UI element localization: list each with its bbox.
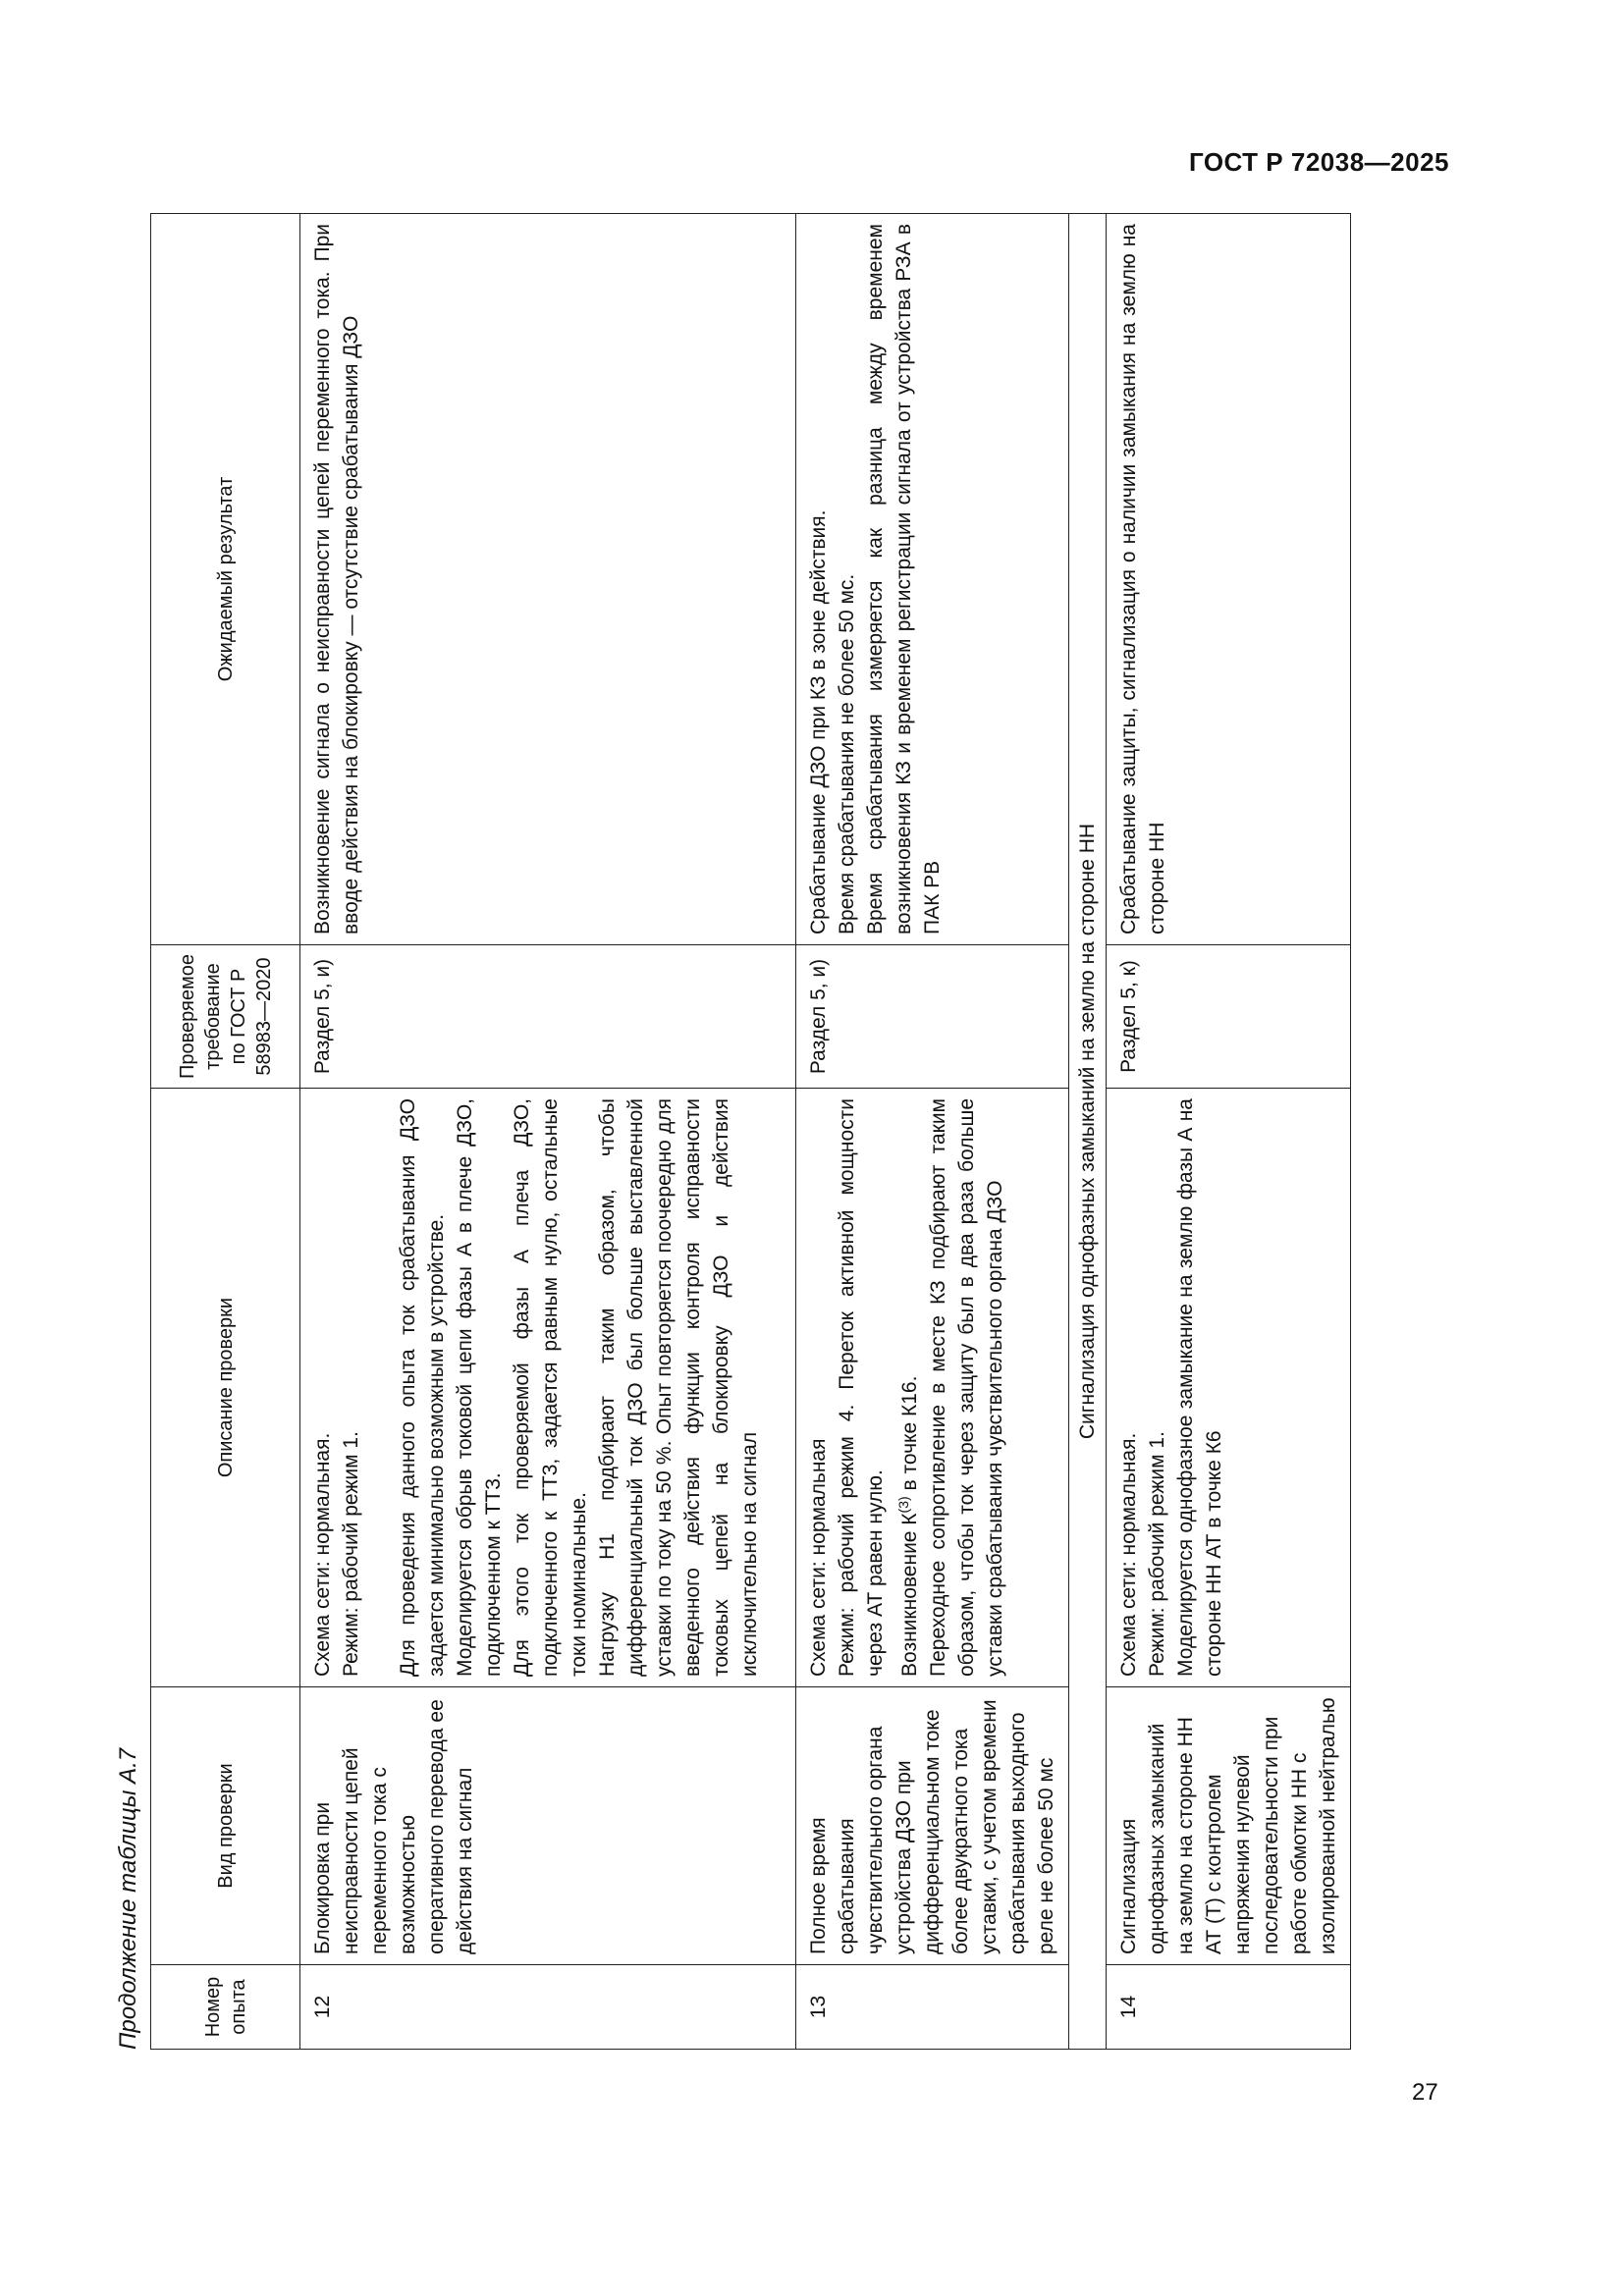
row-kind xyxy=(1107,1687,1351,1965)
desc-line: Режим: рабочий режим 4. Переток активной мощности через АТ равен нулю. xyxy=(836,1098,887,1677)
desc-line: Схема сети: нормальная. xyxy=(1117,1432,1140,1677)
row-number: 12 xyxy=(300,1965,796,2050)
row-kind xyxy=(796,1687,1069,1965)
col-header-description: Описание проверки xyxy=(151,1089,300,1687)
row-number: 13 xyxy=(796,1965,1069,2050)
page-number: 27 xyxy=(1412,2079,1438,2106)
desc-line: Схема сети: нормальная xyxy=(807,1438,830,1677)
table-row xyxy=(300,214,796,2050)
table-section-row xyxy=(1069,214,1107,2050)
row-kind-text: Сигнализация однофазных замыканий на землю на стороне НН АТ (Т) с контролем напряжения нулевой последовательности при работе обмотки НН с изолированной нейтралью xyxy=(1117,1697,1339,1954)
result-line: Время срабатывания измеряется как разница между временем возникновения КЗ и временем регистрации сигнала от устройства РЗА в ПАК РВ xyxy=(864,224,944,934)
row-result xyxy=(300,214,796,945)
row-description xyxy=(1107,1089,1351,1687)
row-result xyxy=(1107,214,1351,945)
col-header-number: Номер опыта xyxy=(151,1965,300,2050)
row-number: 14 xyxy=(1107,1965,1351,2050)
desc-line: Переходное сопротивление в месте КЗ подбирают таким образом, чтобы ток через защиту был в два раза больше уставки срабатывания чувствительного органа ДЗО xyxy=(927,1098,1006,1677)
table-header-row xyxy=(151,214,300,2050)
desc-line: Моделируется однофазное замыкание на землю фазы А на стороне НН АТ в точке К6 xyxy=(1174,1098,1225,1677)
row-kind xyxy=(300,1687,796,1965)
desc-line: Схема сети: нормальная. xyxy=(311,1432,334,1677)
desc-line: Для этого ток проверяемой фазы А плеча ДЗО, подключенного к ТТ3, задается равным нулю, остальные токи номинальные. xyxy=(511,1098,590,1677)
desc-line: Возникновение $К^{(3)}$ в точке К16. xyxy=(895,1375,921,1677)
document-header: ГОСТ Р 72038—2025 xyxy=(1188,147,1449,177)
desc-line: Нагрузку Н1 подбирают таким образом, чтобы дифференциальный ток ДЗО был больше выставленной уставки по току на 50 %. Опыт повторяется поочередно для введенного действия функции контроля исправности токовых цепей на блокировку ДЗО и действия исключительно на сигнал xyxy=(596,1098,761,1677)
col-header-kind: Вид проверки xyxy=(151,1687,300,1965)
row-requirement: Раздел 5, и) xyxy=(796,945,1069,1089)
table-caption: Продолжение таблицы А.7 xyxy=(115,1747,141,2050)
desc-gap xyxy=(365,1098,394,1677)
desc-line: Моделируется обрыв токовой цепи фазы А в плече ДЗО, подключенном к ТТ3. xyxy=(454,1098,505,1677)
result-line: Возникновение сигнала о неисправности цепей переменного тока. При вводе действия на блокировку — отсутствие срабатывания ДЗО xyxy=(311,224,362,934)
result-line: Время срабатывания не более 50 мс. xyxy=(836,573,858,934)
row-description xyxy=(796,1089,1069,1687)
table-row xyxy=(796,214,1069,2050)
result-line: Срабатывание ДЗО при КЗ в зоне действия. xyxy=(807,509,830,934)
row-kind-text: Полное время срабатывания чувствительного органа устройства ДЗО при дифференциальном токе более двукратного тока уставки, с учетом времени срабатывания выходного реле не более 50 мс xyxy=(807,1699,1057,1954)
row-result xyxy=(796,214,1069,945)
test-table xyxy=(150,213,1351,2050)
section-title: Сигнализация однофазных замыканий на землю на стороне НН xyxy=(1069,214,1107,2050)
row-requirement: Раздел 5, к) xyxy=(1107,945,1351,1089)
col-header-result: Ожидаемый результат xyxy=(151,214,300,945)
row-requirement: Раздел 5, и) xyxy=(300,945,796,1089)
desc-line: Режим: рабочий режим 1. xyxy=(340,1431,362,1677)
desc-line: Для проведения данного опыта ток срабатывания ДЗО задается минимально возможным в устройстве. xyxy=(397,1098,448,1677)
rotated-table-area xyxy=(106,214,1461,2050)
table-row xyxy=(1107,214,1351,2050)
row-kind-text: Блокировка при неисправности цепей переменного тока с возможностью оперативного перевода ее действия на сигнал xyxy=(311,1699,476,1954)
result-line: Срабатывание защиты, сигнализация о наличии замыкания на землю на стороне НН xyxy=(1117,224,1168,934)
row-description xyxy=(300,1089,796,1687)
desc-line: Режим: рабочий режим 1. xyxy=(1146,1431,1168,1677)
col-header-requirement: Проверяемое требование по ГОСТ Р 58983—2020 xyxy=(151,945,300,1089)
